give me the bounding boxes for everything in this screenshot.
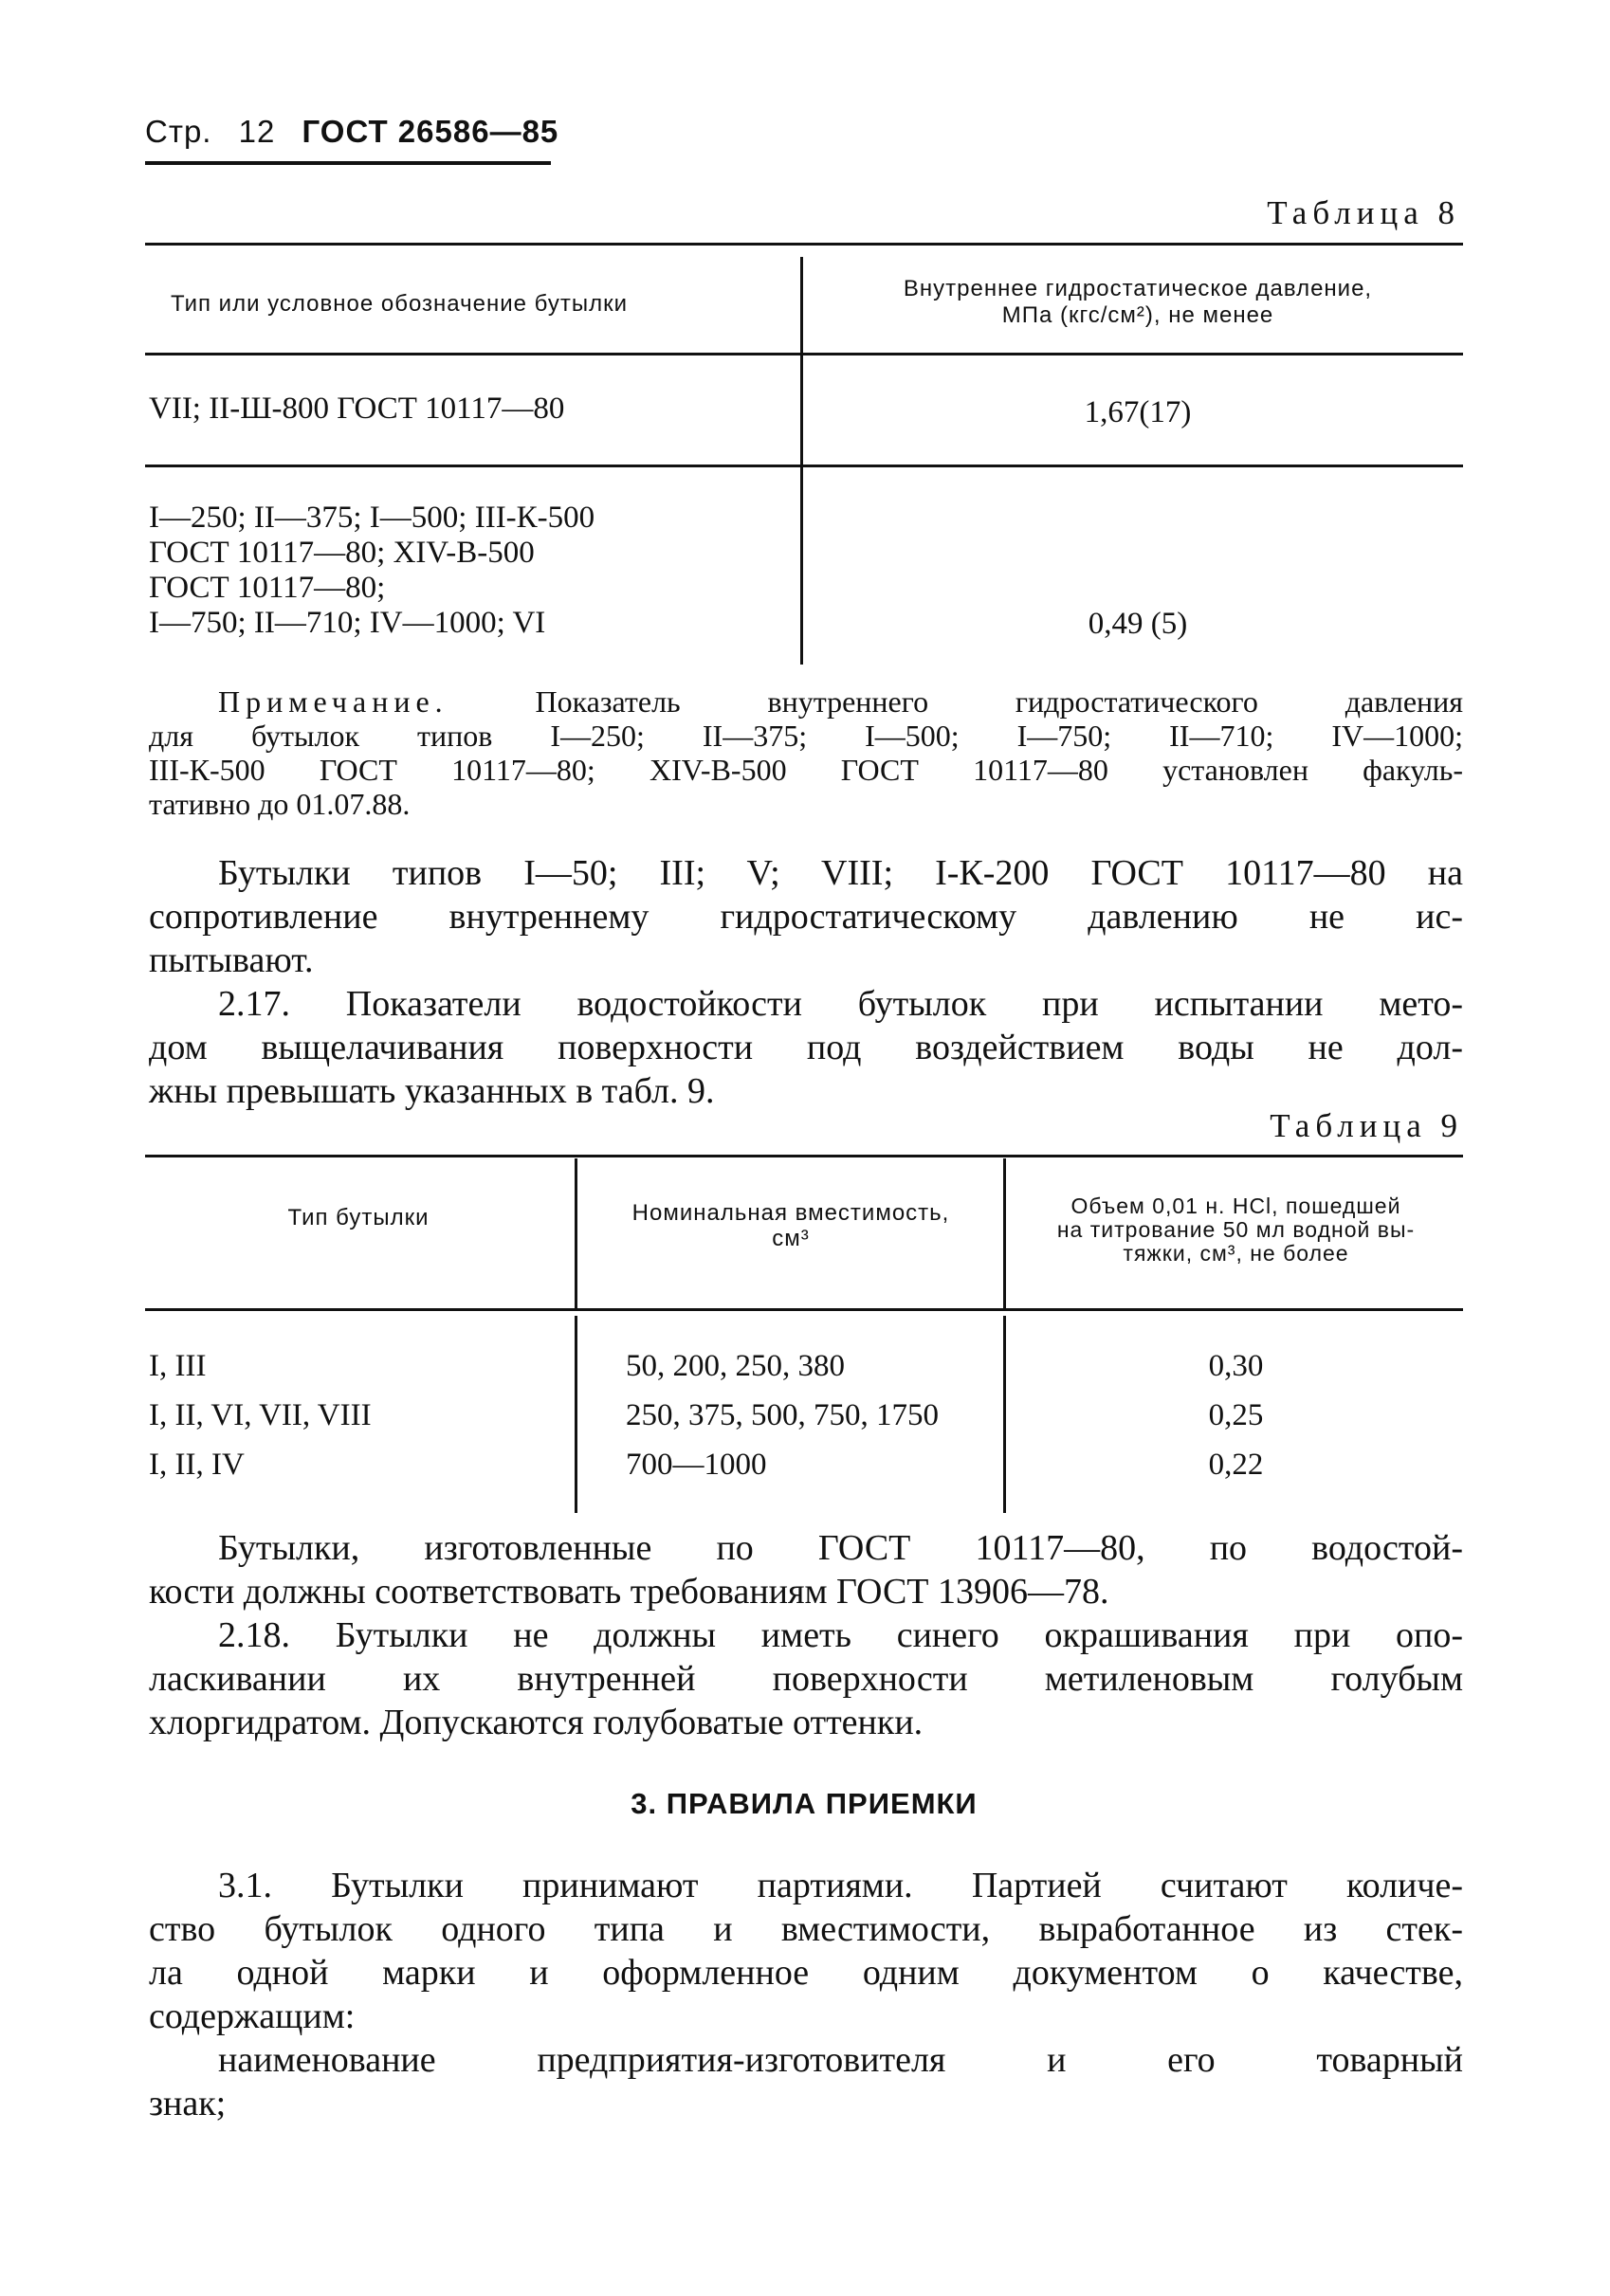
para3-line2: кости должны соответствовать требованиям ГОСТ 13906—78. <box>149 1572 1109 1612</box>
table8-row2-type <box>149 501 595 641</box>
para4-line2: ласкивании их внутренней поверхности метиленовым голубым <box>149 1659 1463 1699</box>
note-line4: тативно до 01.07.88. <box>149 787 411 821</box>
table8-row2-type-line1: I—250; II—375; I—500; III-К-500 <box>149 501 595 535</box>
table8-col2-header-line1: Внутреннее гидростатическое давление, <box>903 276 1373 301</box>
para5-line1: 3.1. Бутылки принимают партиями. Партией считают количе- <box>218 1866 1463 1905</box>
para6-line1: наименование предприятия-изготовителя и его товарный <box>218 2040 1463 2080</box>
para1-line2: сопротивление внутреннему гидростатическому давлению не ис- <box>149 897 1463 937</box>
table9-row2-type: I, II, VI, VII, VIII <box>149 1398 372 1432</box>
para2-line3: жны превышать указанных в табл. 9. <box>149 1071 715 1111</box>
table9-col3-header-line3: тяжки, см³, не более <box>1123 1241 1349 1266</box>
table9-col2-header-line1: Номинальная вместимость, <box>631 1200 950 1226</box>
table8-top-rule <box>145 243 1463 246</box>
table8-row1-value: 1,67(17) <box>1084 395 1192 429</box>
table9-col3-header-line2: на титрование 50 мл водной вы- <box>1056 1217 1416 1242</box>
para5-line2: ство бутылок одного типа и вместимости, выработанное из стек- <box>149 1909 1463 1949</box>
table8-row2-value: 0,49 (5) <box>1088 607 1188 641</box>
table8-row2-type-line2: ГОСТ 10117—80; XIV-В-500 <box>149 536 535 570</box>
para1 <box>218 851 1463 895</box>
table9-row2-volume: 0,25 <box>1208 1398 1264 1432</box>
table9-top-rule <box>145 1155 1463 1157</box>
table9-row1-capacity: 50, 200, 250, 380 <box>626 1349 845 1383</box>
table8-col2-header <box>815 276 1460 329</box>
table8-header-rule <box>145 353 1463 355</box>
table9-col-divider-1 <box>575 1158 577 1308</box>
para4-line1: 2.18. Бутылки не должны иметь синего окрашивания при опо- <box>218 1615 1463 1655</box>
para3 <box>218 1526 1463 1570</box>
para6 <box>218 2038 1463 2082</box>
note-label: Примечание. <box>218 684 448 719</box>
table9-row1-type: I, III <box>149 1349 207 1383</box>
table9-col2-header <box>580 1200 1001 1251</box>
note-line2: для бутылок типов I—250; II—375; I—500; I—750; II—710; IV—1000; <box>149 719 1463 753</box>
para1-line3: пытывают. <box>149 940 314 980</box>
para4 <box>218 1613 1463 1657</box>
table8-row2-type-line3: ГОСТ 10117—80; <box>149 571 386 605</box>
table9-col-divider-1-body <box>575 1316 577 1513</box>
table9-row3-capacity: 700—1000 <box>626 1448 767 1482</box>
para3-line1: Бутылки, изготовленные по ГОСТ 10117—80, по водостой- <box>218 1528 1463 1568</box>
table8-row2-type-line4: I—750; II—710; IV—1000; VI <box>149 606 546 640</box>
section-title: 3. ПРАВИЛА ПРИЕМКИ <box>631 1787 978 1820</box>
table9-header-rule <box>145 1308 1463 1311</box>
note-line1 <box>218 684 1463 719</box>
table8-col2-header-line2: МПа (кгс/см²), не менее <box>1001 302 1274 328</box>
table9-row2-capacity: 250, 375, 500, 750, 1750 <box>626 1398 939 1432</box>
table9-col3-header-line1: Объем 0,01 н. HCl, пошедшей <box>1070 1194 1401 1218</box>
table8-column-divider <box>800 257 803 665</box>
para6-line2: знак; <box>149 2084 227 2123</box>
para5 <box>218 1864 1463 1907</box>
page-number: 12 <box>238 114 276 149</box>
para2-line2: дом выщелачивания поверхности под воздействием воды не дол- <box>149 1028 1463 1067</box>
table8-row1-type: VII; II-Ш-800 ГОСТ 10117—80 <box>149 392 565 426</box>
note-text-line1: Показатель внутреннего гидростатического давления <box>535 684 1463 719</box>
table8-caption: Таблица 8 <box>1267 194 1460 231</box>
para4-line3: хлоргидратом. Допускаются голубоватые оттенки. <box>149 1703 924 1742</box>
para5-line3: ла одной марки и оформленное одним документом о качестве, <box>149 1953 1463 1993</box>
table9-row3-type: I, II, IV <box>149 1448 245 1482</box>
table9-col-divider-2 <box>1003 1158 1006 1308</box>
table9-row3-volume: 0,22 <box>1208 1448 1264 1482</box>
para5-line4: содержащим: <box>149 1996 356 2036</box>
standard-number: ГОСТ 26586—85 <box>302 114 559 149</box>
page-header <box>145 114 558 150</box>
para2-line1: 2.17. Показатели водостойкости бутылок при испытании мето- <box>218 984 1463 1024</box>
table8-col1-header: Тип или условное обозначение бутылки <box>171 291 629 317</box>
table9-col1-header: Тип бутылки <box>287 1205 430 1230</box>
header-rule <box>145 161 551 165</box>
table9-row1-volume: 0,30 <box>1208 1349 1264 1383</box>
table9-col3-header <box>1009 1194 1463 1266</box>
table9-col2-header-line2: см³ <box>772 1226 810 1251</box>
table9-caption: Таблица 9 <box>1270 1107 1463 1144</box>
para2 <box>218 982 1463 1026</box>
page-label: Стр. <box>145 114 212 149</box>
para1-line1: Бутылки типов I—50; III; V; VIII; I-К-200 ГОСТ 10117—80 на <box>218 853 1463 893</box>
table8-row-rule <box>145 465 1463 467</box>
table9-col-divider-2-body <box>1003 1316 1006 1513</box>
note-line3: III-К-500 ГОСТ 10117—80; XIV-В-500 ГОСТ 10117—80 установлен факуль- <box>149 753 1463 787</box>
